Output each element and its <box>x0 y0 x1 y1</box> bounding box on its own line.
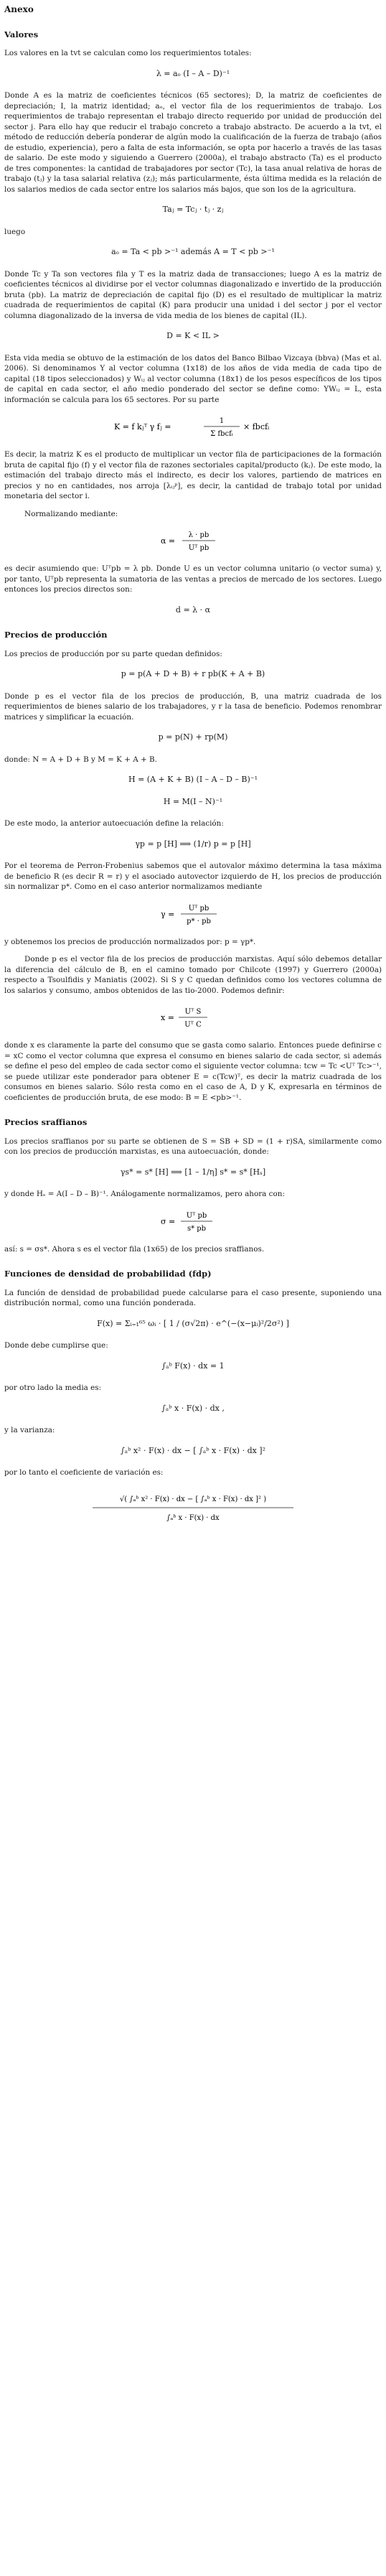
eq-lhs: σ = <box>161 1216 176 1226</box>
equation-values: λ = aₒ (I – A – D)⁻¹ <box>156 68 230 78</box>
paragraph: Donde A es la matriz de coeficientes técnicos (65 sectores); D, la matriz de coeficientes de depreciación; I, la matriz identidad; aₒ, el vector fila de los requerimientos de trabajo. Los requerimientos de trabajo representan el trabajo directo requerido por unidad de producción del sector j. Para ello hay que reducir el trabajo concreto a trabajo abstracto. De acuerdo a la tvt, el método de reducción debería ponderar de algún modo la cualificación de la fuerza de trabajo (años de estudio, experiencia), pero a falta de esta información, se opta por hacerlo a través de las tasas de salario. De este modo y siguiendo a Guerrero (2000a), el trabajo abstracto (Ta) es el producto de tres componentes: la cantidad de trabajadores por sector (Tc), la tasa anual relativa de horas de trabajo (tⱼ) y la tasa salarial relativa (zⱼ); más particularmente, ésta última medida es la relación de los salarios medios de cada sector entre los salarios más bajos, que son los de la agricultura. <box>4 91 382 194</box>
paragraph: y la varianza: <box>4 1426 55 1434</box>
eq-numerator: 1 <box>219 417 225 425</box>
eq-numerator: √( ∫ₐᵇ x² · F(x) · dx − [ ∫ₐᵇ x · F(x) · dx ]² ) <box>119 1495 267 1503</box>
equation-eigen: γp = p [H] ⟹ (1/r) p = p [H] <box>135 839 251 849</box>
paragraph: Donde p es el vector fila de los precios de producción marxistas. Aquí sólo debemos detallar la diferencia del cálculo de B, en el camino tomado por Chilcote (1997) y Guerrero (2000a) respecto a Tsoulfidis y Maniatis (2002). Si S y C quedan definidos como los vectores columna de los salarios y consumo, ambos obtenidos de las tio-2000. Podemos definir: <box>4 955 382 995</box>
equation-production-prices: p = p(A + D + B) + r pb(K + A + B) <box>121 669 265 678</box>
paragraph: donde x es claramente la parte del consumo que se gasta como salario. Entonces puede definirse c = xC como el vector columna que expresa el consumo en bienes salario de cada sector, si además se define el peso del empleo de cada sector como el siguiente vector columna: tcw = Tc <Uᵀ Tc>⁻¹, se puede utilizar este ponderador para obtener E = c(Tcw)ᵀ, es decir la matriz cuadrada de los consumos en bienes salario. Sólo resta como en el caso de A, D y K, expresarla en términos de coeficientes de producción bruta, de ese modo: B = E <pb>⁻¹. <box>4 1041 382 1102</box>
section-heading-densidad: Funciones de densidad de probabilidad (fdp) <box>4 1269 212 1279</box>
equation-coefficients: aₒ = Ta < pb >⁻¹ además A = T < pb >⁻¹ <box>111 247 275 256</box>
eq-denominator: Uᵀ pb <box>188 544 210 552</box>
annex-page <box>4 4 382 1539</box>
paragraph: La función de densidad de probabilidad puede calcularse para el caso presente, suponiendo una distribución normal, como una función ponderada. <box>4 1288 382 1307</box>
eq-numerator: Uᵀ pb <box>186 1211 207 1220</box>
equation-capital-matrix <box>4 415 382 439</box>
paragraph: Donde debe cumplirse que: <box>4 1341 108 1350</box>
eq-denominator: Uᵀ C <box>184 1021 202 1029</box>
equation-abstract-labour: Taⱼ = Tcⱼ · tⱼ · zⱼ <box>162 205 224 214</box>
equation-alpha <box>4 529 382 554</box>
paragraph: Es decir, la matriz K es el producto de multiplicar un vector fila de participaciones de la formación bruta de capital fijo (f) y el vector fila de razones sectoriales capital/producto (kⱼ). De este modo, la estimación del trabajo directo más el indirecto, es decir los valores, partiendo de matrices en precios y no en cantidades, nos arroja [λᵢⱼᵖ], es decir, la cantidad de trabajo total por unidad monetaria del sector i. <box>4 450 382 500</box>
eq-numerator: Uᵀ pb <box>188 904 210 913</box>
annex-title: Anexo <box>4 4 34 14</box>
eq-denominator: Σ fbcfᵢ <box>210 430 233 438</box>
paragraph: así: s = σs*. Ahora s es el vector fila (1x65) de los precios sraffianos. <box>4 1244 265 1254</box>
paragraph: es decir asumiendo que: Uᵀpb = λ pb. Donde U es un vector columna unitario (o vector suma) y, por tanto, Uᵀpb representa la sumatoria de las ventas a precios de mercado de los sectores. Luego entonces los precios directos son: <box>4 564 382 594</box>
equation-sigma <box>4 1210 382 1234</box>
equation-gamma <box>4 902 382 927</box>
section-heading-sraffianos: Precios sraffianos <box>4 1117 88 1127</box>
paragraph: Por el teorema de Perron-Frobenius sabemos que el autovalor máximo determina la tasa máxima de beneficio R (es decir R = r) y el asociado autovector izquierdo de H, los precios de producción sin normalizar p*. Como en el caso anterior normalizamos mediante <box>4 862 382 891</box>
equation-direct-prices: d = λ · α <box>175 605 211 615</box>
eq-lhs: γ = <box>161 909 175 919</box>
section-heading-produccion: Precios de producción <box>4 630 108 640</box>
equation-depreciation: D = K < IL > <box>166 331 220 340</box>
paragraph: por otro lado la media es: <box>4 1383 102 1392</box>
equation-integral-one: ∫ₐᵇ F(x) · dx = 1 <box>161 1361 225 1371</box>
section-heading-valores: Valores <box>4 29 39 39</box>
eq-tail: × fbcfᵢ <box>243 422 270 431</box>
paragraph: Los valores en la tvt se calculan como los requerimientos totales: <box>4 49 252 57</box>
paragraph: De este modo, la anterior autoecuación define la relación: <box>4 819 224 828</box>
equation-x <box>4 1006 382 1030</box>
paragraph: Donde p es el vector fila de los precios de producción, B, una matriz cuadrada de los requerimientos de bienes salario de los trabajadores, y r la tasa de beneficio. Podemos renombrar matrices y simplificar la ecuación. <box>4 691 382 722</box>
equation-density-function: F(x) = Σᵢ₌₁⁶⁵ ωᵢ · [ 1 / (σ√2π) · e^(−(x−μᵢ)²/2σ²) ] <box>97 1318 289 1328</box>
paragraph: luego <box>4 227 26 236</box>
equation-coefficient-variation <box>4 1488 382 1529</box>
paragraph: y donde Hₛ = A(I – D – B)⁻¹. Análogamente normalizamos, pero ahora con: <box>4 1190 285 1198</box>
paragraph: Normalizando mediante: <box>24 509 118 518</box>
equation-h-matrix: H = (A + K + B) (I – A – D – B)⁻¹ <box>128 775 258 784</box>
eq-numerator: λ · pb <box>188 531 210 539</box>
eq-lhs: K = f kⱼᵀ γ fⱼ = <box>114 422 171 431</box>
equation-variance: ∫ₐᵇ x² · F(x) · dx − [ ∫ₐᵇ x · F(x) · dx ]² <box>120 1445 266 1455</box>
paragraph: por lo tanto el coeficiente de variación es: <box>4 1468 164 1477</box>
equation-mean: ∫ₐᵇ x · F(x) · dx , <box>161 1403 225 1413</box>
eq-denominator: p* · pb <box>187 917 211 925</box>
equation-simplified: p = p(N) + rp(M) <box>158 732 228 742</box>
eq-denominator: s* pb <box>187 1224 207 1233</box>
eq-denominator: ∫ₐᵇ x · F(x) · dx <box>166 1513 220 1522</box>
equation-h-short: H = M(I – N)⁻¹ <box>163 796 223 806</box>
eq-lhs: x = <box>161 1013 174 1022</box>
paragraph: Esta vida media se obtuvo de la estimación de los datos del Banco Bilbao Vizcaya (bbva) (Mas et al. 2006). Si denominamos Y al vector columna (1x18) de los años de vida media de cada tipo de capital (18 tipos seleccionados) y Wᵢⱼ al vector columna (18x1) de los pesos específicos de los tipos de capital en cada sector, el año medio ponderado del sector se define como: YWᵢⱼ = L, esta información se calcula para los 65 sectores. Por su parte <box>4 353 382 404</box>
paragraph: donde: N = A + D + B y M = K + A + B. <box>4 755 157 764</box>
paragraph: Los precios sraffianos por su parte se obtienen de S = SB + SD = (1 + r)SA, similarmente como con los precios de producción marxistas, es una autoecuación, donde: <box>4 1137 382 1156</box>
eq-numerator: Uᵀ S <box>184 1008 202 1016</box>
paragraph: Los precios de producción por su parte quedan definidos: <box>4 649 222 658</box>
paragraph: Donde Tc y Ta son vectores fila y T es la matriz dada de transacciones; luego A es la matriz de coeficientes técnicos al dividirse por el vector columnas diagonalizado e invertido de la producción bruta (pb). La matriz de depreciación de capital fijo (D) es el resultado de multiplicar la matriz cuadrada de requerimientos de capital (K) para producir una unidad i del sector j por el vector columna diagonalizado de la inversa de vida media de los bienes de capital (IL). <box>4 269 382 320</box>
paragraph: y obtenemos los precios de producción normalizados por: p = γp*. <box>4 937 256 946</box>
eq-lhs: α = <box>161 536 176 546</box>
equation-sraffa-eigen: γs* = s* [H] ⟹ [1 – 1/η] s* = s* [Hₛ] <box>120 1167 266 1177</box>
